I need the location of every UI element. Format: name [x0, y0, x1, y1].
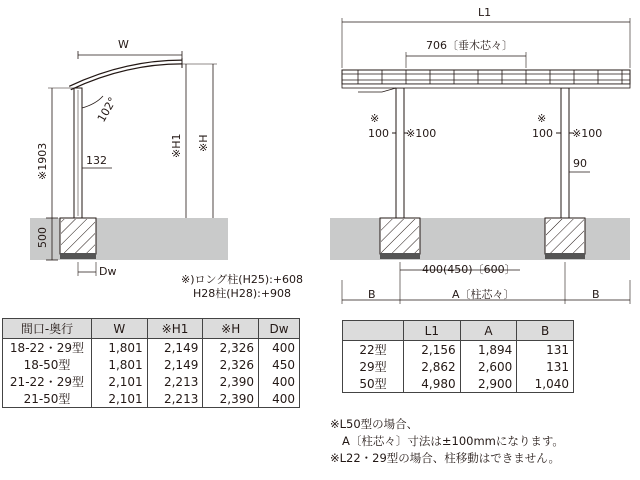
note-tolerance: A〔柱芯々〕寸法は±100mmになります。	[342, 434, 564, 448]
table-row	[343, 341, 574, 359]
cell: 2,390	[203, 373, 259, 390]
front-post-right	[561, 88, 569, 218]
cell: 1,894	[460, 341, 517, 359]
note-long-post: ※)ロング柱(H25):+608	[181, 273, 304, 286]
table-row	[3, 390, 300, 408]
side-view	[30, 38, 228, 278]
h-label: ※H	[197, 134, 210, 152]
cell: 2,390	[203, 390, 259, 408]
col-h: ※H	[203, 319, 259, 339]
pitch-label: 706〔垂木芯々〕	[426, 39, 513, 52]
front-view	[330, 6, 630, 304]
right-asterisk: ※	[537, 112, 547, 125]
post-length-notes	[181, 273, 303, 301]
table-row	[343, 375, 574, 393]
cell: 4,980	[404, 375, 461, 393]
installation-notes	[330, 416, 564, 467]
col-h1: ※H1	[147, 319, 203, 339]
w-dimension-label: W	[118, 38, 129, 51]
cell: 2,213	[147, 390, 203, 408]
row-label: 22型	[343, 341, 404, 359]
size-table-left	[2, 318, 300, 408]
row-label: 21-22・29型	[3, 373, 92, 390]
note-l50: ※L50型の場合、	[330, 417, 419, 431]
left-100-a: 100	[368, 127, 389, 140]
cell: 2,101	[92, 373, 148, 390]
dimension-90-label: 90	[573, 157, 587, 170]
col-dw: Dw	[259, 319, 300, 339]
col-w: W	[92, 319, 148, 339]
cell: 131	[517, 358, 574, 375]
cell: 2,900	[460, 375, 517, 393]
table-row	[3, 339, 300, 357]
cell: 2,156	[404, 341, 461, 359]
left-asterisk: ※	[370, 112, 380, 125]
cell: 2,213	[147, 373, 203, 390]
l1-label: L1	[478, 6, 492, 19]
b-right-label: B	[592, 288, 600, 301]
right-100-a: 100	[532, 127, 553, 140]
left-100-b: ※100	[406, 127, 437, 140]
row-label: 29型	[343, 358, 404, 375]
col-l1: L1	[404, 321, 461, 341]
dimension-132-label: 132	[86, 154, 107, 167]
cell: 400	[259, 390, 300, 408]
row-label: 21-50型	[3, 390, 92, 408]
cell: 2,862	[404, 358, 461, 375]
front-post-left	[396, 88, 404, 218]
size-table-right	[342, 320, 574, 393]
cell: 1,801	[92, 339, 148, 357]
cell: 2,101	[92, 390, 148, 408]
col-frontage-depth: 間口-奥行	[3, 319, 92, 339]
dimension-1903-label: ※1903	[36, 142, 49, 180]
table-row	[343, 358, 574, 375]
offset-label: 400(450)〔600〕	[422, 263, 516, 276]
cell: 2,600	[460, 358, 517, 375]
a-label: A〔柱芯々〕	[452, 288, 515, 301]
cell: 400	[259, 373, 300, 390]
note-h28-post: H28柱(H28):+908	[193, 287, 292, 300]
b-left-label: B	[368, 288, 376, 301]
note-l22-29: ※L22・29型の場合、柱移動はできません。	[330, 451, 560, 465]
cell: 1,040	[517, 375, 574, 393]
col-model	[343, 321, 404, 341]
table-row	[3, 356, 300, 373]
dimension-500-label: 500	[36, 227, 49, 248]
row-label: 18-22・29型	[3, 339, 92, 357]
cell: 131	[517, 341, 574, 359]
col-a: A	[460, 321, 517, 341]
right-100-b: ※100	[572, 127, 603, 140]
cell: 2,149	[147, 339, 203, 357]
side-roof	[70, 62, 182, 88]
row-label: 18-50型	[3, 356, 92, 373]
dw-label: Dw	[99, 265, 117, 278]
cell: 2,149	[147, 356, 203, 373]
cell: 1,801	[92, 356, 148, 373]
col-b: B	[517, 321, 574, 341]
angle-label: 102°	[94, 94, 120, 125]
h1-label: ※H1	[170, 133, 183, 158]
row-label: 50型	[343, 375, 404, 393]
front-roof-beam	[342, 70, 630, 84]
cell: 450	[259, 356, 300, 373]
table-row	[3, 373, 300, 390]
cell: 2,326	[203, 339, 259, 357]
cell: 400	[259, 339, 300, 357]
cell: 2,326	[203, 356, 259, 373]
